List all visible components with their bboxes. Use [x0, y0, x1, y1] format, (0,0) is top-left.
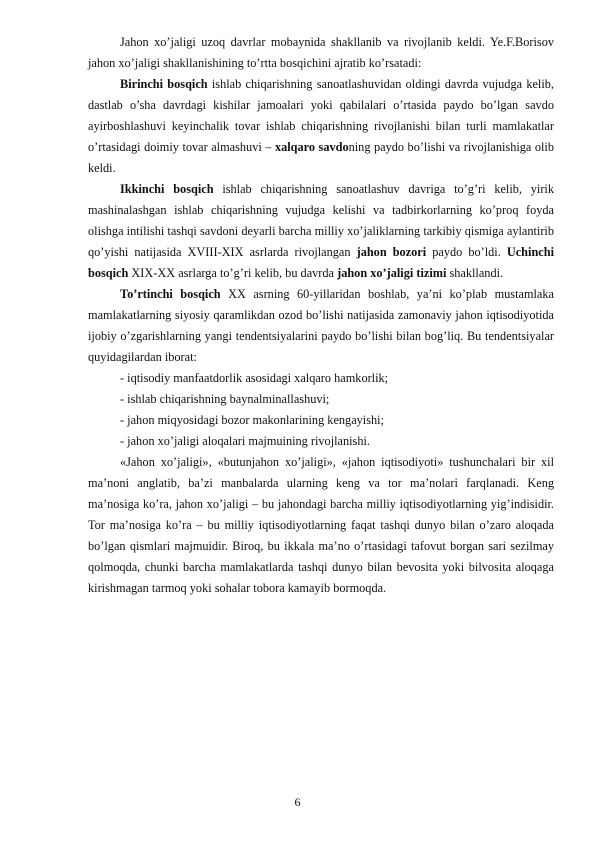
paragraph [88, 32, 554, 74]
list-item [88, 410, 554, 431]
list-item [88, 389, 554, 410]
bold-term: Birinchi bosqich [120, 77, 208, 91]
text-run: «Jahon xo’jaligi», «butunjahon xo’jaligi», «jahon iqtisodiyoti» tushunchalari bir xil ma’noni anglatib, ba’zi manbalarda ularning keng va tor ma’nolari farqlanadi. Keng ma’nosiga ko’ra, jahon xo’jaligi – bu jahondagi barcha milliy iqtisodiyotlarning yig’indisidir. Tor ma’nosiga ko’ra – bu milliy iqtisodiyotlarning faqat tashqi dunyo bilan o’zaro aloqada bo’lgan qismlari majmuidir. Biroq, bu ikkala ma’no o’rtasidagi tafovut borgan sari sezilmay qolmoqda, chunki barcha mamlakatlarda tashqi dunyo bilan bevosita yoki bilvosita aloqaga kirishmagan tarmoq yoki sohalar tobora kamayib bormoqda. [88, 455, 554, 595]
page-number: 6 [294, 795, 301, 809]
bold-term: Uchinchi bosqich [88, 245, 554, 280]
list-item [88, 431, 554, 452]
text-run: ishlab chiqarishning sanoatlashuvidan oldingi davrda vujudga kelib, dastlab o’sha davrdagi kishilar jamoalari yoki qabilalari o’rtasida paydo bo’lgan savdo ayirboshlashuvi keyinchalik tovar ishlab chiqarishning rivojlanishi bilan turli mamlakatlar o’rtasidagi doimiy tovar almashuvi – [88, 77, 554, 154]
text-run: XX asrning 60-yillaridan boshlab, ya’ni ko’plab mustamlaka mamlakatlarning siyosiy qaramlikdan ozod bo’lishi natijasida zamonaviy jahon iqtisodiyotida ijobiy o’zgarishlarning yangi tendentsiyalarini paydo bo’lishi bilan bog’liq. Bu tendentsiyalar quyidagilardan iborat: [88, 287, 554, 364]
bold-term: xalqaro savdo [274, 140, 349, 154]
bold-term: jahon bozori [356, 245, 427, 259]
paragraph [88, 452, 554, 599]
text-run: Jahon xo’jaligi uzoq davrlar mobaynida shakllanib va rivojlanib keldi. Ye.F.Borisov jahon xo’jaligi shakllanishining to’rtta bosqichini ajratib ko’rsatadi: [88, 35, 554, 70]
text-run: ishlab chiqarishning sanoatlashuv davriga to’g’ri kelib, yirik mashinalashgan ishlab chiqarishning vujudga kelishi va tadbirkorlarning ko’proq foyda olishga intilishi tashqi savdoni deyarli barcha milliy xo’jaliklarning tarkibiy qismiga aylantirib qo’yishi natijasida XVIII-XIX asrlarda rivojlangan [88, 182, 554, 259]
text-run: - jahon miqyosidagi bozor makonlarining kengayishi; [120, 413, 384, 427]
text-run: XIX-XX asrlarga to’g’ri kelib, bu davrda [128, 266, 338, 280]
text-run: - jahon xo’jaligi aloqalari majmuining rivojlanishi. [120, 434, 370, 448]
text-run: shakllandi. [446, 266, 504, 280]
paragraph [88, 179, 554, 284]
list-item [88, 368, 554, 389]
document-body [88, 32, 554, 599]
paragraph [88, 74, 554, 179]
text-run: - ishlab chiqarishning baynalminallashuvi; [120, 392, 330, 406]
text-run: ning paydo bo’lishi va rivojlanishiga olib keldi. [88, 140, 554, 175]
bold-term: Ikkinchi bosqich [120, 182, 214, 196]
text-run: paydo bo’ldi. [426, 245, 507, 259]
bold-term: To’rtinchi bosqich [120, 287, 221, 301]
text-run: - iqtisodiy manfaatdorlik asosidagi xalqaro hamkorlik; [120, 371, 389, 385]
paragraph [88, 284, 554, 368]
bold-term: jahon xo’jaligi tizimi [337, 266, 447, 280]
